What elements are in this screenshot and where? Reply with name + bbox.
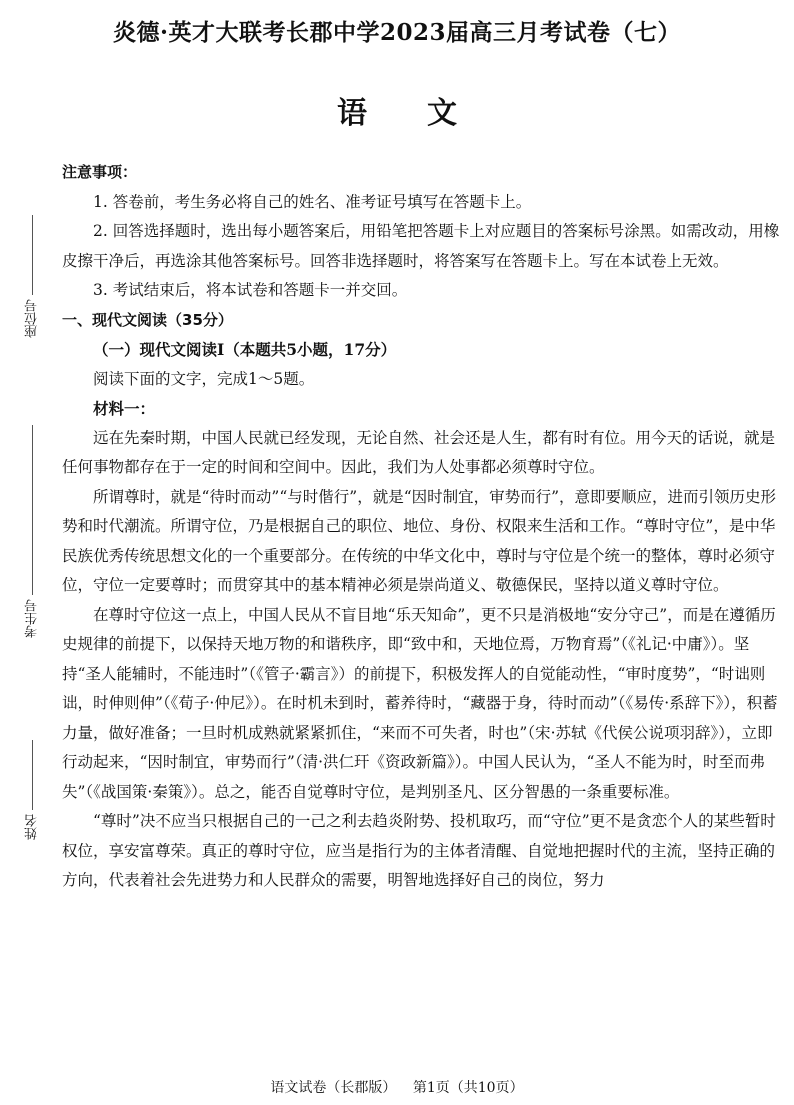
notice-title: 注意事项：: [62, 163, 138, 181]
reading-instruction: 阅读下面的文字，完成1～5题。: [93, 369, 315, 388]
exam-content: [62, 158, 780, 896]
candidate-number-field: [22, 425, 42, 638]
footer-page-number: 第1页（共10页）: [412, 1080, 524, 1096]
name-line: [32, 740, 33, 810]
notice-item: 3. 考试结束后，将本试卷和答题卡一并交回。: [93, 281, 408, 299]
seat-number-line: [32, 215, 33, 295]
passage-paragraph: 在尊时守位这一点上，中国人民从不盲目地“乐天知命”，更不只是消极地“安分守己”，而是在遵循历史规律的前提下，以保持天地万物的和谐秩序，即“致中和，天地位焉，万物育焉”（《礼记·中庸》）。坚持“圣人能辅时，不能违时”（《管子·霸言》）的前提下，积极发挥人的自觉能动性，“审时度势”，“时诎则诎，时伸则伸”（《荀子·仲尼》）。在时机未到时，蓄养待时，“藏器于身，待时而动”（《易传·系辞下》），积蓄力量，做好准备；一旦时机成熟就紧紧抓住，“来而不可失者，时也”（宋·苏轼《代侯公说项羽辞》），立即行动起来，“因时制宜，审势而行”（清·洪仁玕《资政新篇》）。中国人民认为，“圣人不能为时，时至而弗失”（《战国策·秦策》）。总之，能否自觉尊时守位，是判别圣凡、区分智愚的一条重要标准。: [62, 605, 778, 801]
passage-paragraph: “尊时”决不应当只根据自己的一己之利去趋炎附势、投机取巧，而“守位”更不是贪恋个人的某些暂时权位，享安富尊荣。真正的尊时守位，应当是指行为的主体者清醒、自觉地把握时代的主流，坚持正确的方向，代表着社会先进势力和人民群众的需要，明智地选择好自己的岗位，努力: [62, 812, 776, 889]
exam-title: 炎德·英才大联考长郡中学2023届高三月考试卷（七）: [112, 19, 682, 46]
subsection-title: （一）现代文阅读Ⅰ（本题共5小题，17分）: [93, 340, 397, 359]
candidate-number-label: 考生号: [24, 599, 40, 638]
material-label: 材料一：: [93, 399, 156, 418]
page-footer: [0, 1077, 794, 1097]
passage-paragraph: 远在先秦时期，中国人民就已经发现，无论自然、社会还是人生，都有时有位。用今天的话说，就是任何事物都存在于一定的时间和空间中。因此，我们为人处事都必须尊时守位。: [62, 428, 776, 476]
footer-paper-name: 语文试卷（长郡版）: [270, 1080, 397, 1096]
notice-item: 2. 回答选择题时，选出每小题答案后，用铅笔把答题卡上对应题目的答案标号涂黑。如需改动，用橡皮擦干净后，再选涂其他答案标号。回答非选择题时，将答案写在答题卡上。写在本试卷上无效。: [62, 222, 780, 270]
seat-number-field: [22, 215, 42, 338]
name-label: 姓名: [24, 814, 40, 840]
seat-number-label: 座位号: [24, 299, 40, 338]
passage-paragraph: 所谓尊时，就是“待时而动”“与时偕行”，就是“因时制宜，审势而行”，意即要顺应，进而引领历史形势和时代潮流。所谓守位，乃是根据自己的职位、地位、身份、权限来生活和工作。“尊时守位”，是中华民族优秀传统思想文化的一个重要部分。在传统的中华文化中，尊时与守位是个统一的整体，尊时必须守位，守位一定要尊时；而贯穿其中的基本精神必须是崇尚道义、敬德保民，坚持以道义尊时守位。: [62, 487, 777, 594]
subject-title: 语文: [337, 96, 517, 131]
name-field: [22, 740, 42, 840]
section-title: 一、现代文阅读（35分）: [62, 310, 233, 329]
candidate-number-line: [32, 425, 33, 595]
notice-item: 1. 答卷前，考生务必将自己的姓名、准考证号填写在答题卡上。: [93, 192, 532, 211]
